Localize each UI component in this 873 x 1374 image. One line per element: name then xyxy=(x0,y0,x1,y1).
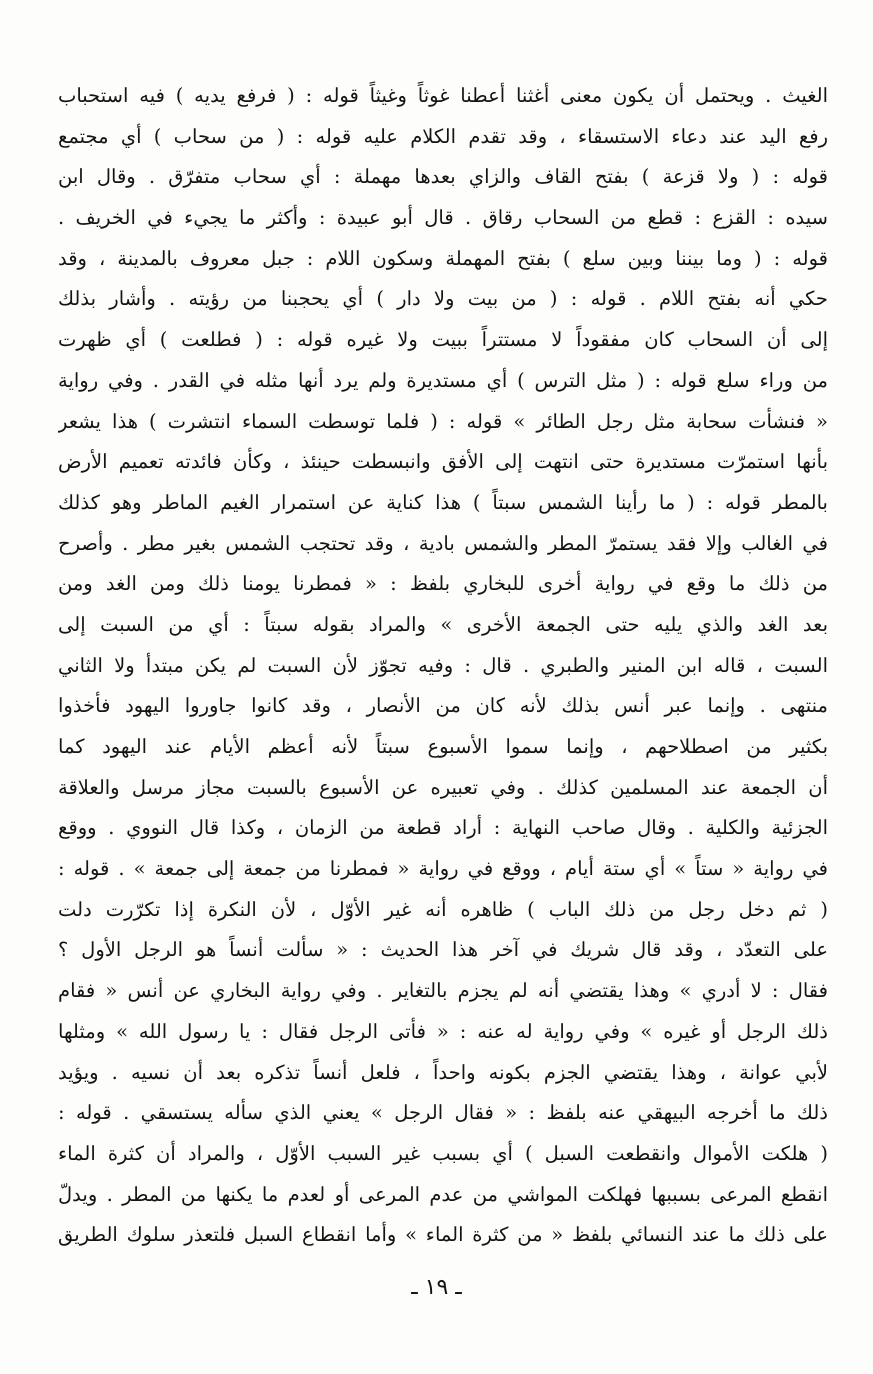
text-line: في الغالب وإلا فقد يستمرّ المطر والشمس بادية ، وقد تحتجب الشمس بغير مطر . وأصرح xyxy=(58,531,828,555)
text-line: إلى أن السحاب كان مفقوداً لا مستتراً ببيت ولا غيره قوله : ( فطلعت ) أي ظهرت xyxy=(58,328,828,352)
text-line: انقطع المرعى بسببها فهلكت المواشي من عدم المرعى أو لعدم ما يكنها من المطر . ويدلّ xyxy=(58,1182,828,1206)
text-line: بالمطر قوله : ( ما رأينا الشمس سبتاً ) هذا كناية عن استمرار الغيم الماطر وهو كذلك xyxy=(58,490,828,514)
text-line: على التعدّد ، وقد قال شريك في آخر هذا الحديث : « سألت أنساً هو الرجل الأول ؟ xyxy=(58,938,828,962)
text-line: بكثير من اصطلاحهم ، وإنما سموا الأسبوع سبتاً لأنه أعظم الأيام عند اليهود كما xyxy=(58,735,828,758)
text-line: لأبي عوانة ، وهذا يقتضي الجزم بكونه واحداً ، فلعل أنساً تذكره بعد أن نسيه . ويؤيد xyxy=(58,1060,828,1084)
page-number: ـ ١٩ ـ xyxy=(411,1275,462,1300)
text-line: رفع اليد عند دعاء الاستسقاء ، وقد تقدم الكلام عليه قوله : ( من سحاب ) أي مجتمع xyxy=(58,124,828,148)
text-line: فقال : لا أدري » وهذا يقتضي أنه لم يجزم بالتغاير . وفي رواية البخاري عن أنس « فقام xyxy=(58,979,828,1003)
text-line: ( هلكت الأموال وانقطعت السبل ) أي بسبب غير السبب الأوّل ، والمراد أن كثرة الماء xyxy=(58,1141,828,1165)
text-line: الغيث . ويحتمل أن يكون معنى أغثنا أعطنا غوثاً وغيثاً قوله : ( فرفع يديه ) فيه استحباب xyxy=(58,84,828,107)
text-line: على ذلك ما عند النسائي بلفظ « من كثرة الماء » وأما انقطاع السبل فلتعذر سلوك الطريق xyxy=(58,1223,828,1247)
text-line: منتهى . وإنما عبر أنس بذلك لأنه كان من الأنصار ، وقد كانوا جاوروا اليهود فأخذوا xyxy=(58,694,828,718)
text-line: أن الجمعة عند المسلمين كذلك . وفي تعبيره عن الأسبوع بالسبت مجاز مرسل والعلاقة xyxy=(58,775,828,799)
text-line: ( ثم دخل رجل من ذلك الباب ) ظاهره أنه غير الأوّل ، لأن النكرة إذا تكرّرت دلت xyxy=(58,897,828,921)
text-line: السبت ، قاله ابن المنير والطبري . قال : وفيه تجوّز لأن السبت لم يكن مبتدأ ولا الثاني xyxy=(58,653,828,677)
text-line: ذلك ما أخرجه البيهقي عنه بلفظ : « فقال الرجل » يعني الذي سأله يستسقي . قوله : xyxy=(58,1101,828,1125)
text-line: بعد الغد والذي يليه حتى الجمعة الأخرى » والمراد بقوله سبتاً : أي من السبت إلى xyxy=(58,612,828,636)
text-line: الجزئية والكلية . وقال صاحب النهاية : أراد قطعة من الزمان ، وكذا قال النووي . ووقع xyxy=(58,816,828,840)
text-line: قوله : ( وما بيننا وبين سلع ) بفتح المهملة وسكون اللام : جبل معروف بالمدينة ، وقد xyxy=(58,246,828,270)
text-line: من وراء سلع قوله : ( مثل الترس ) أي مستديرة ولم يرد أنها مثله في القدر . وفي رواية xyxy=(58,368,828,392)
text-line: بأنها استمرّت مستديرة حتى انتهت إلى الأفق وانبسطت حينئذ ، وكأن فائدته تعميم الأرض xyxy=(58,450,828,474)
text-line: في رواية « ستاً » أي ستة أيام ، ووقع في رواية « فمطرنا من جمعة إلى جمعة » . قوله : xyxy=(58,857,828,881)
text-line: من ذلك ما وقع في رواية أخرى للبخاري بلفظ : « فمطرنا يومنا ذلك ومن الغد ومن xyxy=(58,572,828,596)
text-column xyxy=(58,76,828,1256)
text-line: « فنشأت سحابة مثل رجل الطائر » قوله : ( فلما توسطت السماء انتشرت ) هذا يشعر xyxy=(58,409,828,433)
text-line: قوله : ( ولا قزعة ) بفتح القاف والزاي بعدها مهملة : أي سحاب متفرّق . وقال ابن xyxy=(58,165,828,189)
text-line: سيده : القزع : قطع من السحاب رقاق . قال أبو عبيدة : وأكثر ما يجيء في الخريف . xyxy=(58,206,828,230)
text-line: حكي أنه بفتح اللام . قوله : ( من بيت ولا دار ) أي يحجبنا من رؤيته . وأشار بذلك xyxy=(58,287,828,311)
text-line: ذلك الرجل أو غيره » وفي رواية له عنه : « فأتى الرجل فقال : يا رسول الله » ومثلها xyxy=(58,1019,828,1043)
page-body xyxy=(58,76,828,1256)
